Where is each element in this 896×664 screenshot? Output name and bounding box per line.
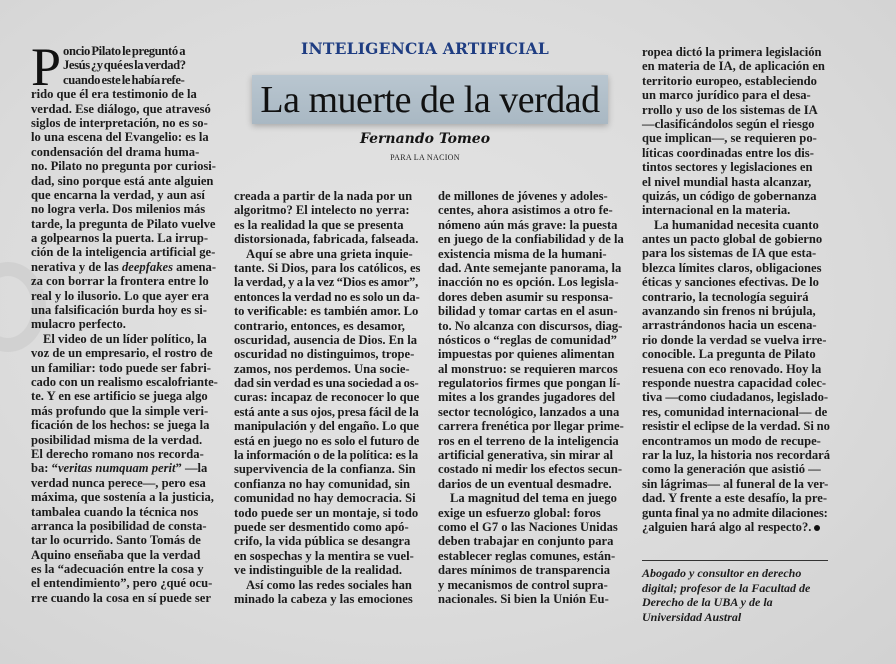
article-text-line: una falsificación burda hoy es si- bbox=[31, 303, 207, 318]
article-text-line: nacionales. Si bien la Unión Eu- bbox=[438, 591, 609, 606]
article-text-line: está ante a sus ojos, presa fácil de la bbox=[234, 404, 419, 419]
article-text-line: la verdad, y a la vez “Dios es amor”, bbox=[234, 275, 419, 290]
article-text-line: siglos de interpretación, no es so- bbox=[31, 115, 208, 130]
article-text-line: deben trabajar en conjunto para bbox=[438, 534, 614, 549]
article-text-line: ción de la inteligencia artificial ge- bbox=[31, 245, 216, 260]
article-text-line: za con borrar la frontera entre lo bbox=[31, 274, 209, 289]
article-text-line: La humanidad necesita cuanto bbox=[654, 217, 819, 232]
article-text-line: res, comunidad internacional— de bbox=[642, 404, 828, 419]
article-text-line: Así como las redes sociales han bbox=[246, 577, 412, 592]
article-text-line: regulatorios firmes que pongan lí- bbox=[438, 376, 621, 391]
article-text-line: antes un pacto global de gobierno bbox=[642, 232, 823, 247]
article-text-line: contrario, entonces, es desamor, bbox=[234, 318, 405, 333]
article-column-3 bbox=[438, 189, 624, 606]
article-text-line: dad, sino porque está ante alguien bbox=[31, 173, 214, 188]
article-text-line: tambalea cuando la técnica nos bbox=[31, 504, 199, 519]
article-text-line: tintos sectores y legislaciones en bbox=[642, 160, 813, 175]
article-text-line: que encarna la verdad, y aun así bbox=[31, 187, 205, 202]
article-text-line: nósticos o “reglas de comunidad” bbox=[438, 332, 617, 347]
article-text-line: el nivel mundial hasta alcanzar, bbox=[642, 174, 812, 189]
bio-divider bbox=[642, 560, 828, 561]
drop-cap: P bbox=[31, 44, 61, 87]
article-text-line: no. Pilato no pregunta por curiosi- bbox=[31, 159, 216, 174]
article-text-line: dares mínimos de transparencia bbox=[438, 563, 611, 578]
article-text-line: máxima, que sostenía a la justicia, bbox=[31, 490, 214, 505]
article-text-line: entonces la verdad no es solo un da- bbox=[234, 289, 420, 304]
article-text-line: gunta final ya no admite dilaciones: bbox=[642, 505, 828, 520]
article-text-line: oscuridad no distinguimos, trope- bbox=[234, 347, 415, 362]
article-text-line: creada a partir de la nada por un bbox=[234, 189, 413, 203]
article-text-line: quizás, un código de gobernanza bbox=[642, 188, 817, 203]
article-text-line: responde nuestra capacidad colec- bbox=[642, 375, 827, 390]
article-text-line: arrastrándonos hacia un escena- bbox=[642, 318, 817, 333]
article-text-line: ¿alguien hará algo al respecto?. bbox=[642, 520, 830, 534]
article-text-line: puede ser desmentido como apó- bbox=[234, 519, 409, 534]
article-text-line: tante. Si Dios, para los católicos, es bbox=[234, 260, 421, 275]
article-text-line: que implican—, se requieren po- bbox=[642, 131, 817, 146]
article-text-line: verdad. Ese diálogo, que atravesó bbox=[31, 101, 211, 116]
article-text-line: establecer reglas comunes, están- bbox=[438, 548, 616, 563]
article-text-line: inacción no es opción. Los legisla- bbox=[438, 275, 619, 290]
article-text-line: un familiar: todo puede ser fabri- bbox=[31, 360, 211, 375]
article-text-line: es la “adecuación entre la cosa y bbox=[31, 562, 204, 577]
article-text-line: de millones de jóvenes y adoles- bbox=[438, 189, 608, 203]
article-text-line: Aquino enseñaba que la verdad bbox=[31, 547, 201, 562]
article-text-line: to verificable: es también amor. Lo bbox=[234, 304, 419, 319]
article-text-line: minado la cabeza y las emociones bbox=[234, 591, 413, 606]
article-text-line: sector tecnológico, lanzados a una bbox=[438, 404, 620, 419]
article-text-line: a golpearnos la puerta. La irrup- bbox=[31, 231, 209, 246]
article-text-line: impuestas por quienes alimentan bbox=[438, 347, 615, 362]
article-text-line: Aquí se abre una grieta inquie- bbox=[246, 246, 413, 261]
article-column-4 bbox=[642, 45, 830, 534]
article-text-line: ve indistinguible de la realidad. bbox=[234, 563, 403, 578]
article-text-line: todo puede ser un montaje, si todo bbox=[234, 505, 419, 520]
article-text-line: en materia de IA, de aplicación en bbox=[642, 59, 825, 74]
author-credit: PARA LA NACION bbox=[390, 153, 460, 162]
author-bio-line: Universidad Austral bbox=[642, 609, 742, 624]
article-text-line: rido que él era testimonio de la bbox=[31, 87, 197, 102]
author-bio-line: Derecho de la UBA y de la bbox=[642, 595, 773, 610]
article-text-line: oncio Pilato le preguntó a bbox=[63, 44, 186, 58]
article-text-line: la información o de la política: es la bbox=[234, 448, 419, 463]
article-text-line: lo una escena del Evangelio: es la bbox=[31, 130, 209, 145]
article-text-line: rio donde la verdad se vuelva irre- bbox=[642, 332, 827, 347]
article-text-line: en juego de la confiabilidad y de la bbox=[438, 232, 624, 247]
end-of-article-dot-icon bbox=[814, 525, 820, 531]
article-text-line: éticas y sanciones efectivas. De lo bbox=[642, 275, 819, 290]
article-text-line: algoritmo? El intelecto no yerra: bbox=[234, 203, 410, 218]
article-text-line: el entendimiento”, pero ¿qué ocu- bbox=[31, 576, 213, 591]
article-text-line: ros en el terreno de la inteligencia bbox=[438, 433, 619, 448]
article-text-line: curas: incapaz de reconocer lo que bbox=[234, 390, 420, 405]
author-bio-line: Abogado y consultor en derecho bbox=[642, 566, 802, 580]
article-text-line: posibilidad misma de la verdad. bbox=[31, 432, 203, 447]
article-text-line: rre cuando la cosa en sí puede ser bbox=[31, 590, 211, 605]
article-text-line: exige un esfuerzo global: foros bbox=[438, 505, 601, 520]
article-text-line: y mecanismos de control supra- bbox=[438, 577, 608, 592]
article-text-line: encontramos un modo de recupe- bbox=[642, 433, 821, 448]
article-text-line: voz de un empresario, el rostro de bbox=[31, 346, 213, 361]
article-text-line: manipulación y del engaño. Lo que bbox=[234, 419, 419, 434]
article-text-line: to. No alcanza con discursos, diag- bbox=[438, 318, 623, 333]
article-text-line: verdad nunca perece—, pero esa bbox=[31, 475, 206, 490]
article-text-line: —clasificándolos según el riesgo bbox=[642, 116, 815, 131]
article-text-line: está en juego no es solo el futuro de bbox=[234, 433, 420, 448]
article-text-line: territorio europeo, estableciendo bbox=[642, 73, 817, 88]
article-text-line: líticas coordinadas entre los dis- bbox=[642, 145, 814, 160]
article-text-line: tar lo ocurrido. Santo Tomás de bbox=[31, 533, 201, 548]
author-bio bbox=[642, 566, 832, 624]
article-text-line: artificial generativa, sin mirar al bbox=[438, 448, 613, 463]
article-text-line: mulacro perfecto. bbox=[31, 317, 126, 332]
article-text-line: sin lágrimas— al funeral de la ver- bbox=[642, 476, 829, 491]
article-text-line: internacional en la materia. bbox=[642, 203, 791, 218]
author-bio-line: digital; profesor de la Facultad de bbox=[642, 580, 811, 595]
article-text-line: zamos, nos perdemos. Una socie- bbox=[234, 361, 410, 376]
article-text-line: tiva —como ciudadanos, legislado- bbox=[642, 390, 829, 405]
article-text-line: El video de un líder político, la bbox=[43, 331, 207, 346]
article-text-line: oscuridad, ausencia de Dios. En la bbox=[234, 332, 417, 347]
article-text-line: es la realidad la que se presenta bbox=[234, 217, 404, 232]
article-text-line: ficación de los hechos: se juega la bbox=[31, 418, 210, 433]
article-text-line: crifo, la vida pública se desangra bbox=[234, 534, 411, 549]
article-text-line: El derecho romano nos recorda- bbox=[31, 446, 204, 461]
article-text-line: dad sin verdad es una sociedad a os- bbox=[234, 376, 419, 391]
headline-banner bbox=[252, 75, 608, 124]
emphasis: deepfakes bbox=[121, 259, 174, 274]
headline: La muerte de la verdad bbox=[260, 78, 600, 121]
article-text-line: real y lo ilusorio. Lo que ayer era bbox=[31, 288, 209, 303]
article-text-line: resuena con eco renovado. Hoy la bbox=[642, 361, 822, 376]
article-text-line: conocible. La pregunta de Pilato bbox=[642, 347, 816, 362]
article-text-line: como el G7 o las Naciones Unidas bbox=[438, 519, 618, 534]
article-text-line: contrario, la tecnología seguirá bbox=[642, 289, 809, 304]
article-text-line: arranca la posibilidad de consta- bbox=[31, 518, 207, 533]
article-text-line: confianza no hay comunidad, sin bbox=[234, 476, 411, 491]
article-text-line: comunidad no hay democracia. Si bbox=[234, 491, 416, 506]
article-text-line: distorsionada, fabricada, falseada. bbox=[234, 232, 419, 247]
article-text-line: cado con un realismo escalofriante- bbox=[31, 374, 218, 389]
article-text-line: cuando este le había refe- bbox=[63, 72, 185, 87]
article-text-line: supervivencia de la confianza. Sin bbox=[234, 462, 416, 477]
article-column-2 bbox=[234, 189, 420, 606]
article-text-line: resistir el eclipse de la verdad. Si no bbox=[642, 419, 830, 434]
article-text-line: existencia misma de la humani- bbox=[438, 246, 607, 261]
article-text-line: Jesús ¿y qué es la verdad? bbox=[63, 58, 186, 73]
author-byline: Fernando Tomeo bbox=[359, 131, 491, 147]
article-text-line: rar la luz, la historia nos recordará bbox=[642, 447, 831, 462]
article-text-line: centes, ahora asistimos a otro fe- bbox=[438, 203, 613, 218]
article-text-line: condensación del drama huma- bbox=[31, 144, 200, 159]
article-text-line: nerativa y de las deepfakes amena- bbox=[31, 259, 217, 274]
article-text-line: más profundo que la simple veri- bbox=[31, 403, 209, 418]
article-text-line: ropea dictó la primera legislación bbox=[642, 45, 822, 59]
article-text-line: avanzando sin frenos ni brújula, bbox=[642, 304, 816, 319]
article-text-line: costado ni medir los efectos secun- bbox=[438, 462, 623, 477]
article-text-line: para los sistemas de IA que esta- bbox=[642, 246, 817, 261]
article-text-line: tarde, la pregunta de Pilato vuelve bbox=[31, 216, 216, 231]
article-text-line: te. Y en ese artificio se juega algo bbox=[31, 389, 208, 404]
article-text-line: darios de un eventual desmadre. bbox=[438, 476, 612, 491]
emphasis: veritas numquam perit bbox=[57, 461, 176, 476]
article-text-line: en sospechas y la mentira se vuel- bbox=[234, 548, 414, 563]
article-text-line: como la generación que asistió — bbox=[642, 462, 821, 477]
article-text-line: un marco jurídico para el desa- bbox=[642, 88, 811, 103]
article-text-line: al monstruo: se requieren marcos bbox=[438, 361, 618, 376]
article-text-line: dad. Ante semejante panorama, la bbox=[438, 260, 622, 275]
article-text-line: La magnitud del tema en juego bbox=[450, 491, 617, 506]
article-text-line: dores deben asumir su responsa- bbox=[438, 289, 613, 304]
article-text-line: nómeno aún más grave: la puesta bbox=[438, 217, 618, 232]
article-text-line: ba: “veritas numquam perit” —la bbox=[31, 461, 208, 476]
article-text-line: bilidad y tomar cartas en el asun- bbox=[438, 304, 618, 319]
article-column-1 bbox=[31, 44, 218, 605]
article-text-line: no logra verla. Dos milenios más bbox=[31, 202, 206, 217]
article-text-line: carrera frenética por llegar prime- bbox=[438, 419, 624, 434]
article-text-line: blezca límites claros, obligaciones bbox=[642, 260, 822, 275]
article-text-line: mites a los grandes jugadores del bbox=[438, 390, 616, 405]
article-text-line: rrollo y uso de los sistemas de IA bbox=[642, 102, 818, 117]
section-kicker: INTELIGENCIA ARTIFICIAL bbox=[301, 39, 549, 58]
article-text-line: dad. Y frente a este desafío, la pre- bbox=[642, 491, 828, 506]
